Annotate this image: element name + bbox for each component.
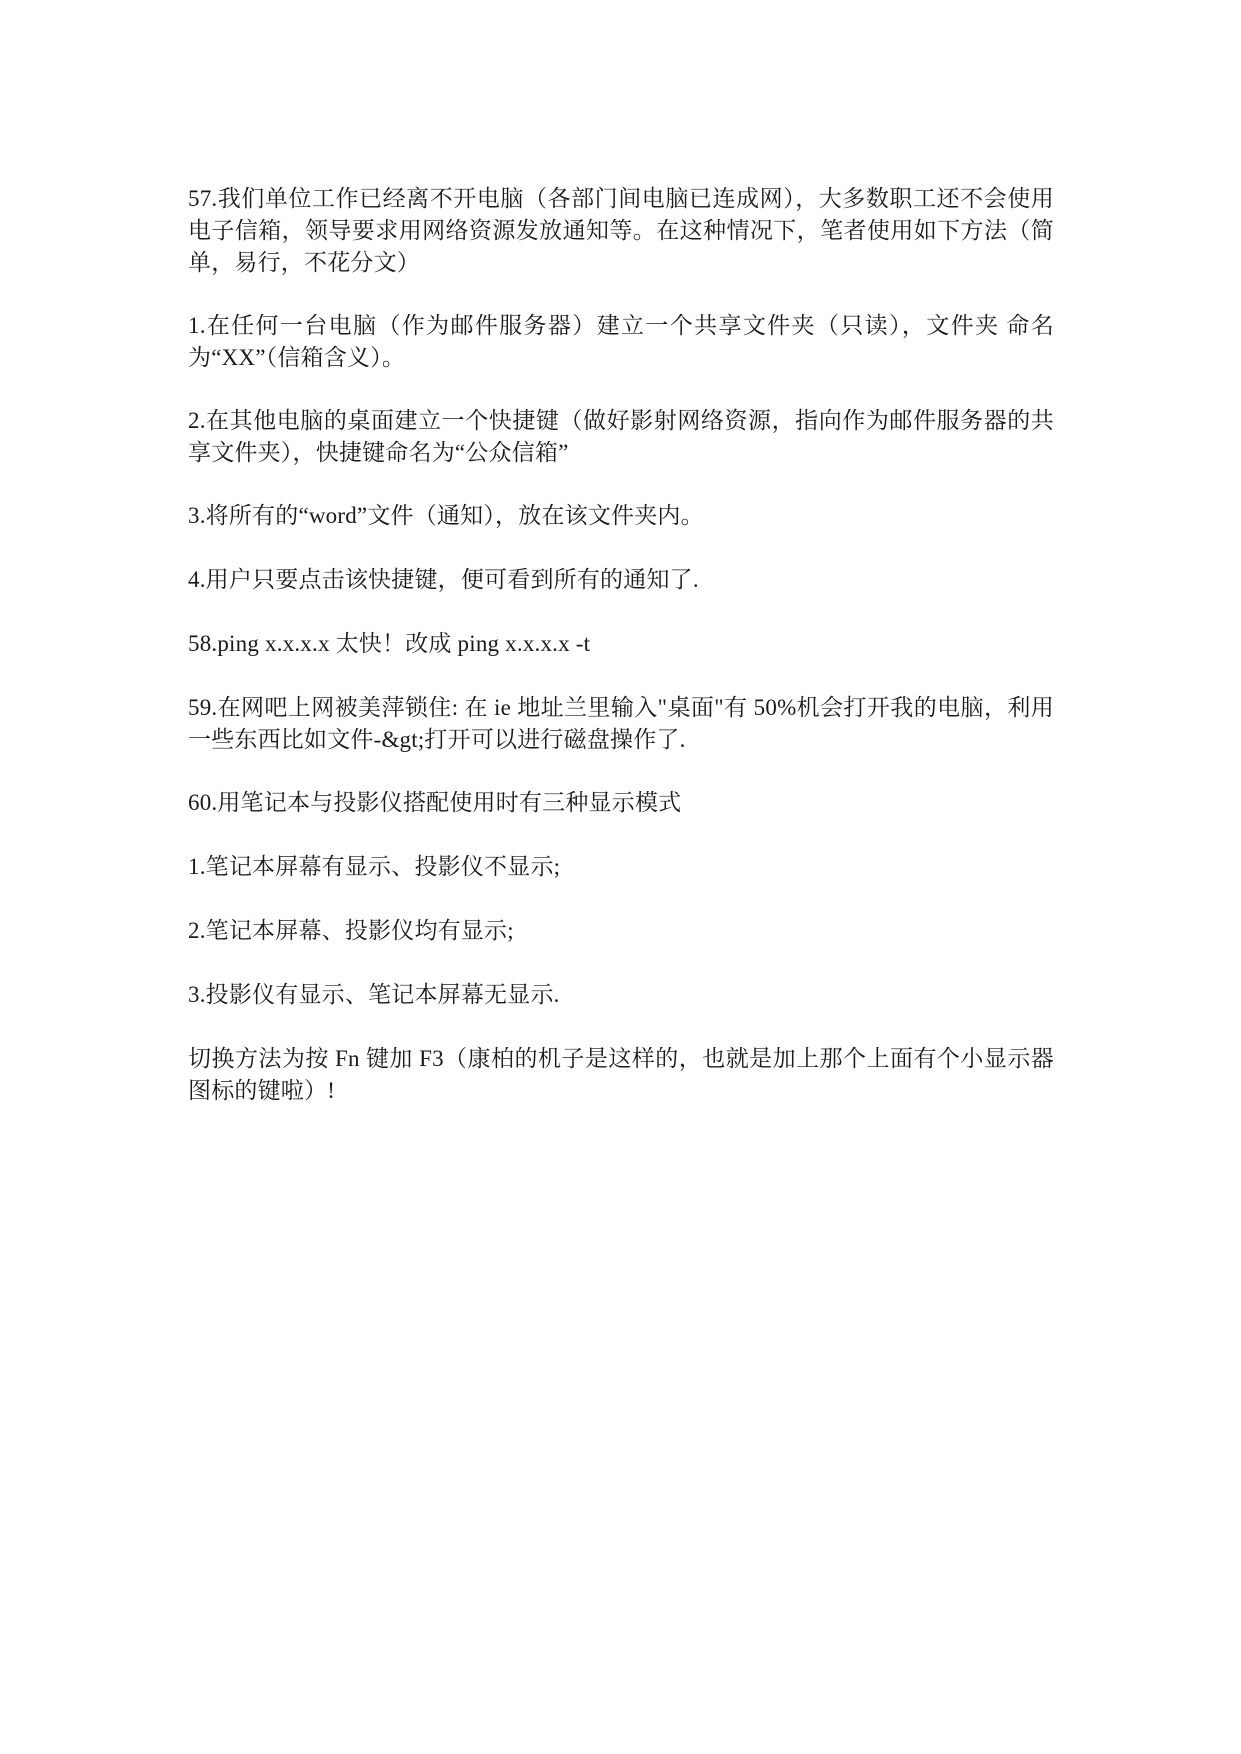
paragraph-57-step-1: 1.在任何一台电脑（作为邮件服务器）建立一个共享文件夹（只读），文件夹 命名为“XX”（信箱含义）。 bbox=[188, 313, 1054, 370]
document-body bbox=[188, 183, 1054, 1138]
paragraph-58: 58.ping x.x.x.x 太快！改成 ping x.x.x.x -t bbox=[188, 631, 591, 656]
paragraph-57-step-3: 3.将所有的“word”文件（通知），放在该文件夹内。 bbox=[188, 503, 704, 528]
paragraph-59: 59.在网吧上网被美萍锁住: 在 ie 地址兰里输入"桌面"有 50%机会打开我的电脑，利用一些东西比如文件-&gt;打开可以进行磁盘操作了. bbox=[188, 695, 1054, 752]
paragraph-60-mode-1: 1.笔记本屏幕有显示、投影仪不显示; bbox=[188, 854, 561, 879]
paragraph-60-mode-3: 3.投影仪有显示、笔记本屏幕无显示. bbox=[188, 982, 560, 1007]
paragraph-60-mode-2: 2.笔记本屏幕、投影仪均有显示; bbox=[188, 918, 514, 943]
paragraph-57-step-2: 2.在其他电脑的桌面建立一个快捷键（做好影射网络资源，指向作为邮件服务器的共享文件夹），快捷键命名为“公众信箱” bbox=[188, 408, 1054, 465]
paragraph-60: 60.用笔记本与投影仪搭配使用时有三种显示模式 bbox=[188, 790, 682, 815]
paragraph-57: 57.我们单位工作已经离不开电脑（各部门间电脑已连成网），大多数职工还不会使用电子信箱，领导要求用网络资源发放通知等。在这种情况下，笔者使用如下方法（简单，易行，不花分文） bbox=[188, 186, 1054, 275]
paragraph-57-step-4: 4.用户只要点击该快捷键，便可看到所有的通知了. bbox=[188, 567, 699, 592]
paragraph-60-switch-method: 切换方法为按 Fn 键加 F3（康柏的机子是这样的，也就是加上那个上面有个小显示器图标的键啦）! bbox=[188, 1046, 1054, 1103]
